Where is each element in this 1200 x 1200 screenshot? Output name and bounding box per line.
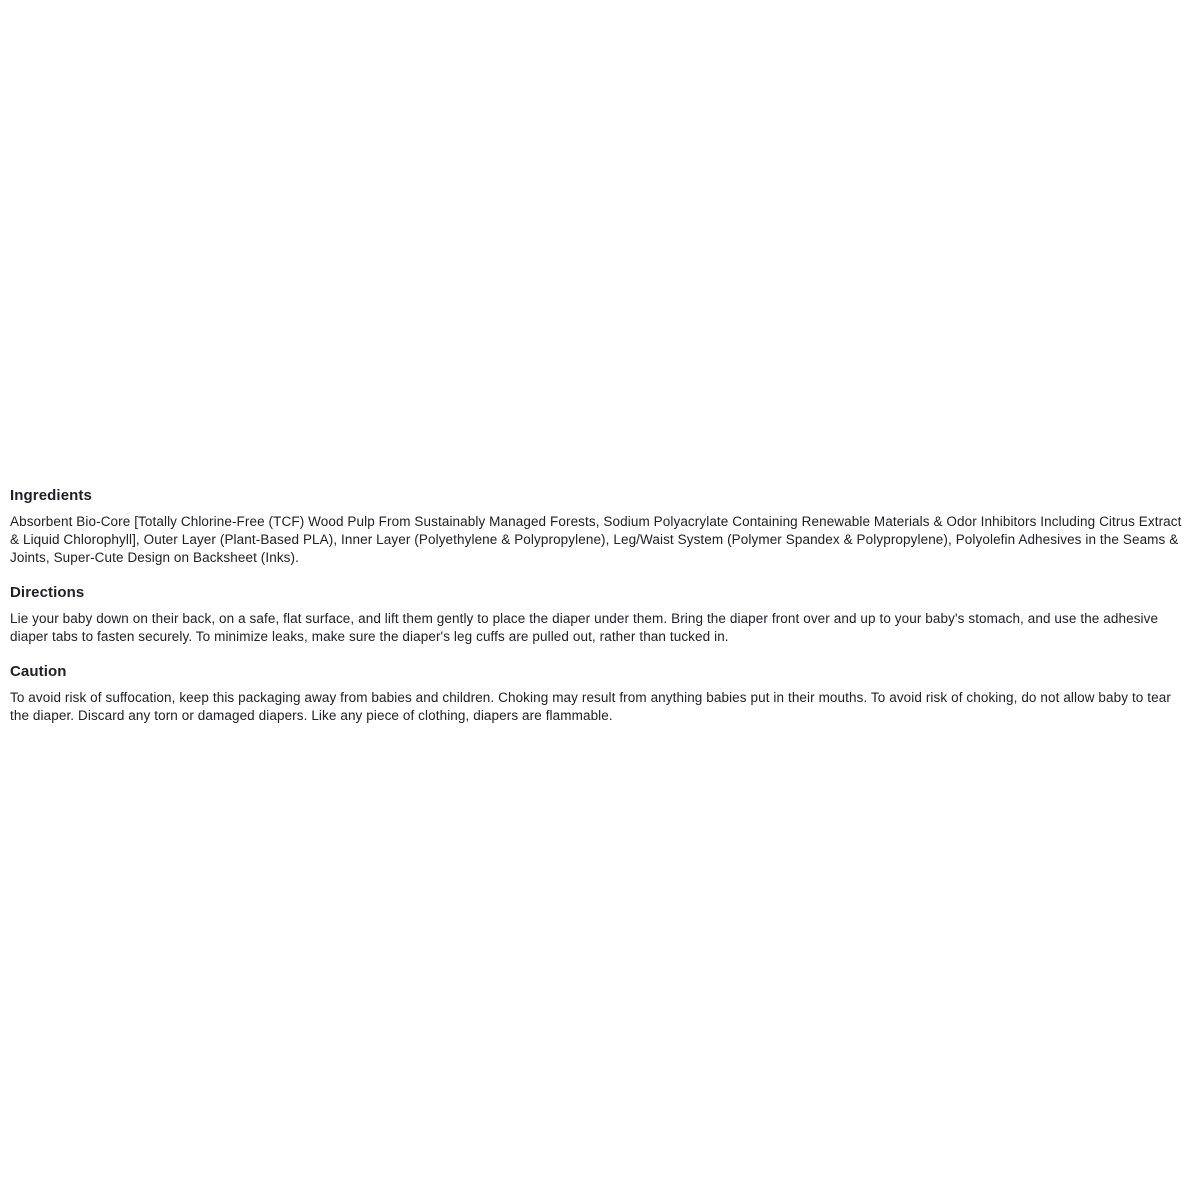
ingredients-section bbox=[10, 487, 1190, 567]
product-details-text bbox=[0, 487, 1200, 742]
directions-text: Lie your baby down on their back, on a safe, flat surface, and lift them gently to place the diaper under them. Bring the diaper front over and up to your baby's stomach, and use the adhesive diaper tabs to fasten securely. To minimize leaks, make sure the diaper's leg cuffs are pulled out, rather than tucked in. bbox=[10, 611, 1159, 644]
directions-heading: Directions bbox=[10, 584, 85, 601]
ingredients-heading: Ingredients bbox=[10, 487, 92, 504]
directions-section bbox=[10, 584, 1190, 646]
caution-section bbox=[10, 663, 1190, 725]
ingredients-text: Absorbent Bio-Core [Totally Chlorine-Free (TCF) Wood Pulp From Sustainably Managed Forests, Sodium Polyacrylate Containing Renewable Materials & Odor Inhibitors Including Citrus Extract & Liquid Chlorophyll], Outer Layer (Plant-Based PLA), Inner Layer (Polyethylene & Polypropylene), Leg/Waist System (Polymer Spandex & Polypropylene), Polyolefin Adhesives in the Seams & Joints, Super-Cute Design on Backsheet (Inks). bbox=[10, 514, 1182, 565]
caution-heading: Caution bbox=[10, 663, 67, 680]
caution-text: To avoid risk of suffocation, keep this packaging away from babies and children. Choking may result from anything babies put in their mouths. To avoid risk of choking, do not allow baby to tear the diaper. Discard any torn or damaged diapers. Like any piece of clothing, diapers are flammable. bbox=[10, 690, 1171, 723]
